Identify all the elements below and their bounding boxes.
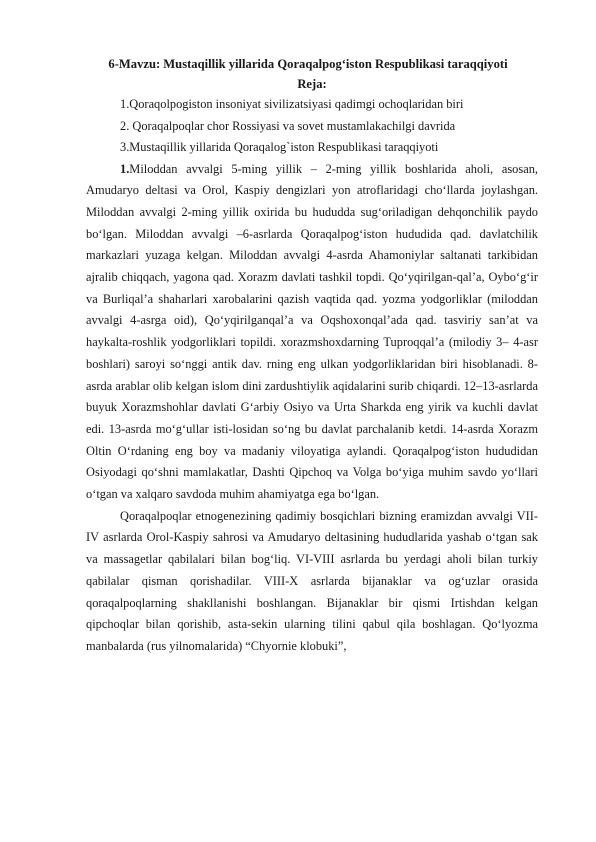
paragraph-1-text: Miloddan avvalgi 5-ming yillik – 2-ming yillik boshlarida aholi, asosan, Amudaryo deltasi va Orol, Kaspiy dengizlari yon atroflaridagi cho‘llarda joylashgan. Miloddan avvalgi 2-ming yillik oxirida bu hududda sug‘oriladigan dehqonchilik paydo bo‘lgan. Miloddan avvalgi –6-asrlarda Qoraqalpog‘iston hududida qad. davlatchilik markazlari yuzaga kelgan. Miloddan avvalgi 4-asrda Ahamoniylar saltanati tarkibidan ajralib chiqqach, yagona qad. Xorazm davlati tashkil topdi. Qo‘yqirilgan-qal’a, Oybo‘g‘ir va Burliqal’a shaharlari xarobalarini qazish vaqtida qad. yozma yodgorliklar (miloddan avvalgi 4-asrga oid), Qo‘yqirilganqal’a va Oqshoxonqal’ada qad. tasviriy san’at va haykalta-roshlik yodgorliklari topildi. xorazmshoxdarning Tuproqqal’a (milodiy 3– 4-asr boshlari) saroyi so‘nggi antik dav. rning eng ulkan yodgorliklaridan biri hisoblanadi. 8-asrda arablar olib kelgan islom dini zardushtiylik aqidalarini surib chiqardi. 12–13-asrlarda buyuk Xorazmshohlar davlati G‘arbiy Osiyo va Urta Sharkda eng yirik va kuchli davlat edi. 13-asrda mo‘g‘ullar isti-losidan so‘ng bu davlat parchalanib ketdi. 14-asrda Xorazm Oltin O‘rdaning eng boy va madaniy viloyatiga aylandi. Qoraqalpog‘iston hududidan Osiyodagi qo‘shni mamlakatlar, Dashti Qipchoq va Volga bo‘yiga muhim savdo yo‘llari o‘tgan va xalqaro savdoda muhim ahamiyatga ega bo‘lgan. (86, 161, 538, 502)
paragraph-1 (86, 159, 538, 506)
plan-item: 1.Qoraqolpogiston insoniyat sivilizatsiyasi qadimgi ochoqlaridan biri (120, 97, 464, 111)
plan-heading: Reja: (297, 77, 327, 91)
paragraph-2: Qoraqalpoqlar etnogenezining qadimiy bosqichlari bizning eramizdan avvalgi VII-IV asrlarda Orol-Kaspiy sahrosi va Amudaryo deltasining hududlarida yashab o‘tgan sak va massagetlar qabilalari bilan bog‘liq. VI-VIII asrlarda bu yerdagi aholi bilan turkiy qabilalar qisman qorishadilar. VIII-X asrlarda bijanaklar va og‘uzlar orasida qoraqalpoqlarning shakllanishi boshlangan. Bijanaklar bir qismi Irtishdan kelgan qipchoqlar bilan qorishib, asta-sekin ularning tilini qabul qila boshlagan. Qo‘lyozma manbalarda (rus yilnomalarida) “Chyornie klobuki”, (86, 508, 538, 653)
plan-list (86, 94, 538, 159)
document-title: 6-Mavzu: Mustaqillik yillarida Qoraqalpog‘iston Respublikasi taraqqiyoti (108, 57, 508, 71)
paragraph-1-number: 1. (120, 161, 130, 176)
plan-item: 3.Mustaqillik yillarida Qoraqalog`iston Respublikasi taraqqiyoti (120, 140, 439, 154)
plan-item: 2. Qoraqalpoqlar chor Rossiyasi va sovet mustamlakachilgi davrida (120, 118, 456, 133)
